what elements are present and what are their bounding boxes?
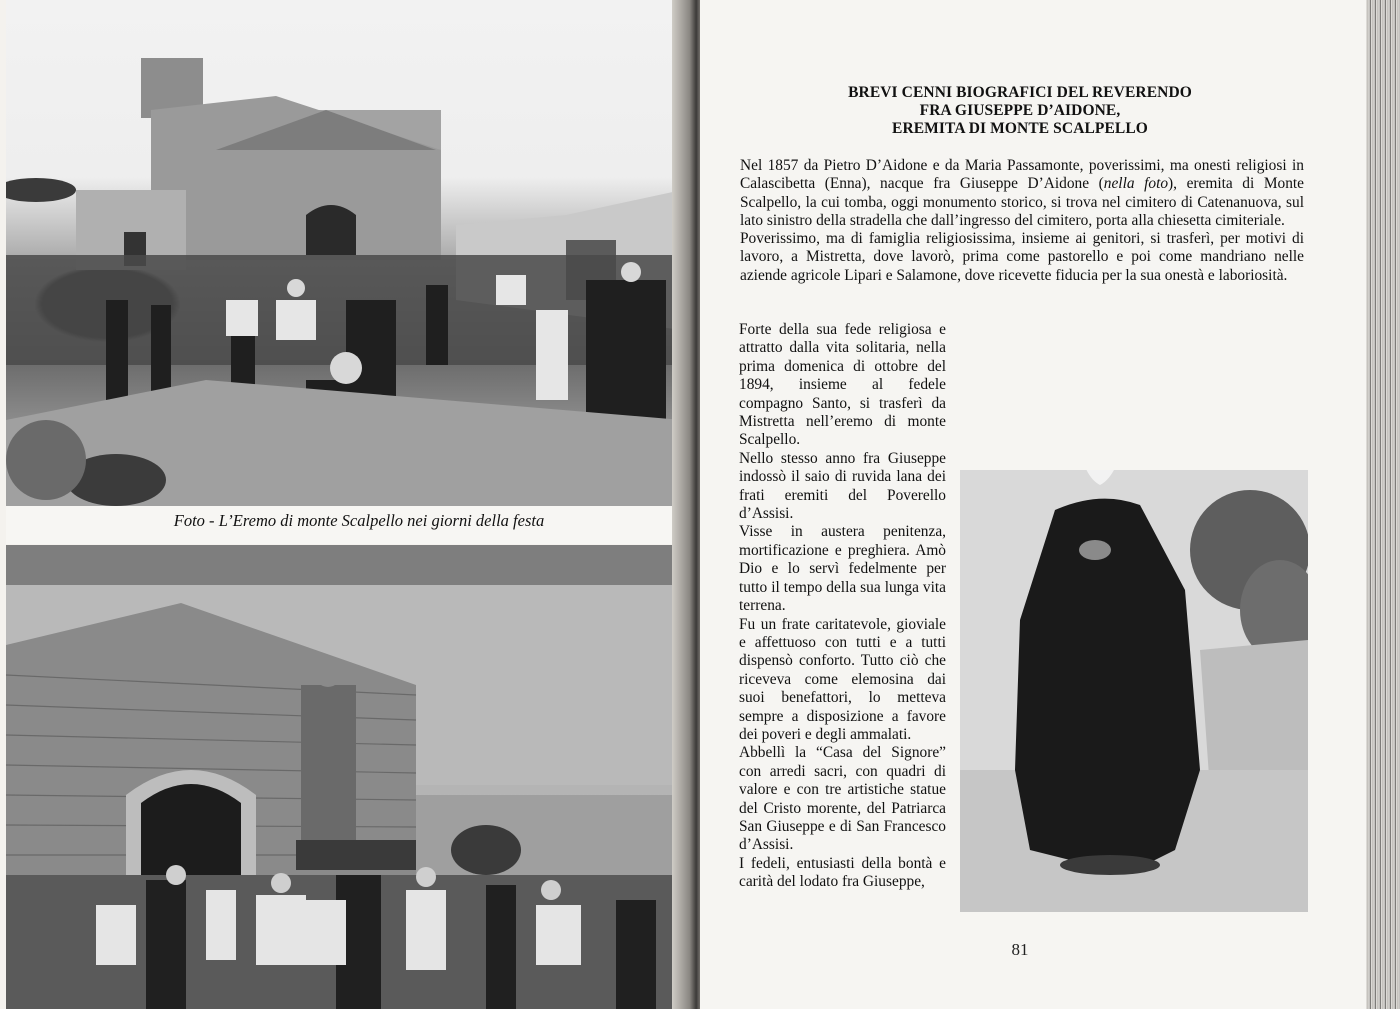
column-paragraph: I fedeli, entusiasti della bontà e carità del lodato fra Giuseppe, <box>739 854 946 891</box>
paragraph-1-emphasis: nella foto <box>1103 175 1169 193</box>
title-line-1: BREVI CENNI BIOGRAFICI DEL REVERENDO <box>848 84 1192 101</box>
column-paragraph: Nello stesso anno fra Giuseppe indossò il saio di ruvida lana dei frati eremiti del Poverello d’Assisi. <box>739 449 946 523</box>
caption-text: L’Eremo di monte Scalpello nei giorni della festa <box>218 511 545 530</box>
paragraph-1-part-b: ), eremita di Monte Scalpello, la cui tomba, oggi monumento storico, si trova nel cimitero di Catenanuova, sul lato sinistro della stradella che dall’ingresso del cimitero, porta alla chiesetta cimiteriale. <box>740 175 1304 229</box>
photo-fra-giuseppe-portrait <box>960 470 1308 912</box>
photo-hermitage-crowd <box>6 0 682 506</box>
body-text-column <box>739 321 946 892</box>
page-title <box>800 84 1240 138</box>
body-text-full-width <box>740 157 1304 285</box>
paragraph-1-part-a: Nel 1857 da Pietro D’Aidone e da Maria Passamonte, poverissimi, ma onesti religiosi in Calascibetta (Enna), nacque fra Giuseppe D’Aidone ( <box>740 157 1304 193</box>
column-paragraph: Forte della sua fede religiosa e attratto dalla vita solitaria, nella prima domenica di ottobre del 1894, insieme al fedele compagno Santo, si trasferì da Mistretta nell’eremo di monte Scalpello. <box>739 321 946 449</box>
photo-procession-statue <box>6 545 684 1009</box>
column-paragraph: Fu un frate caritatevole, gioviale e affettuoso con tutti e a tutti dispensò conforto. Tutto ciò che riceveva come elemosina dai suoi benefattori, lo metteva sempre a disposizione a favore dei poveri e degli ammalati. <box>739 615 946 743</box>
paragraph-1 <box>740 157 1304 230</box>
page-edges <box>1366 0 1400 1009</box>
left-page <box>0 0 688 1009</box>
column-paragraph: Abbellì la “Casa del Signore” con arredi sacri, con quadri di valore e con tre artistiche statue del Cristo morente, del Patriarca San Giuseppe e di San Francesco d’Assisi. <box>739 744 946 854</box>
title-line-2: FRA GIUSEPPE D’AIDONE, <box>919 102 1121 119</box>
caption-prefix: Foto - <box>173 511 219 530</box>
title-line-3: EREMITA DI MONTE SCALPELLO <box>892 120 1148 137</box>
page-number: 81 <box>1011 940 1029 959</box>
photo-caption <box>6 506 682 544</box>
paragraph-2: Poverissimo, ma di famiglia religiosissima, insieme ai genitori, si trasferì, per motivi di lavoro, a Mistretta, dove lavorò, prima come pastorello e poi come mandriano nelle aziende agricole Lipari e Salamone, dove ricevette fiducia per la sua onestà e laboriosità. <box>740 230 1304 284</box>
column-paragraph: Visse in austera penitenza, mortificazione e preghiera. Amò Dio e lo servì fedelmente per tutto il tempo della sua lunga vita terrena. <box>739 523 946 615</box>
